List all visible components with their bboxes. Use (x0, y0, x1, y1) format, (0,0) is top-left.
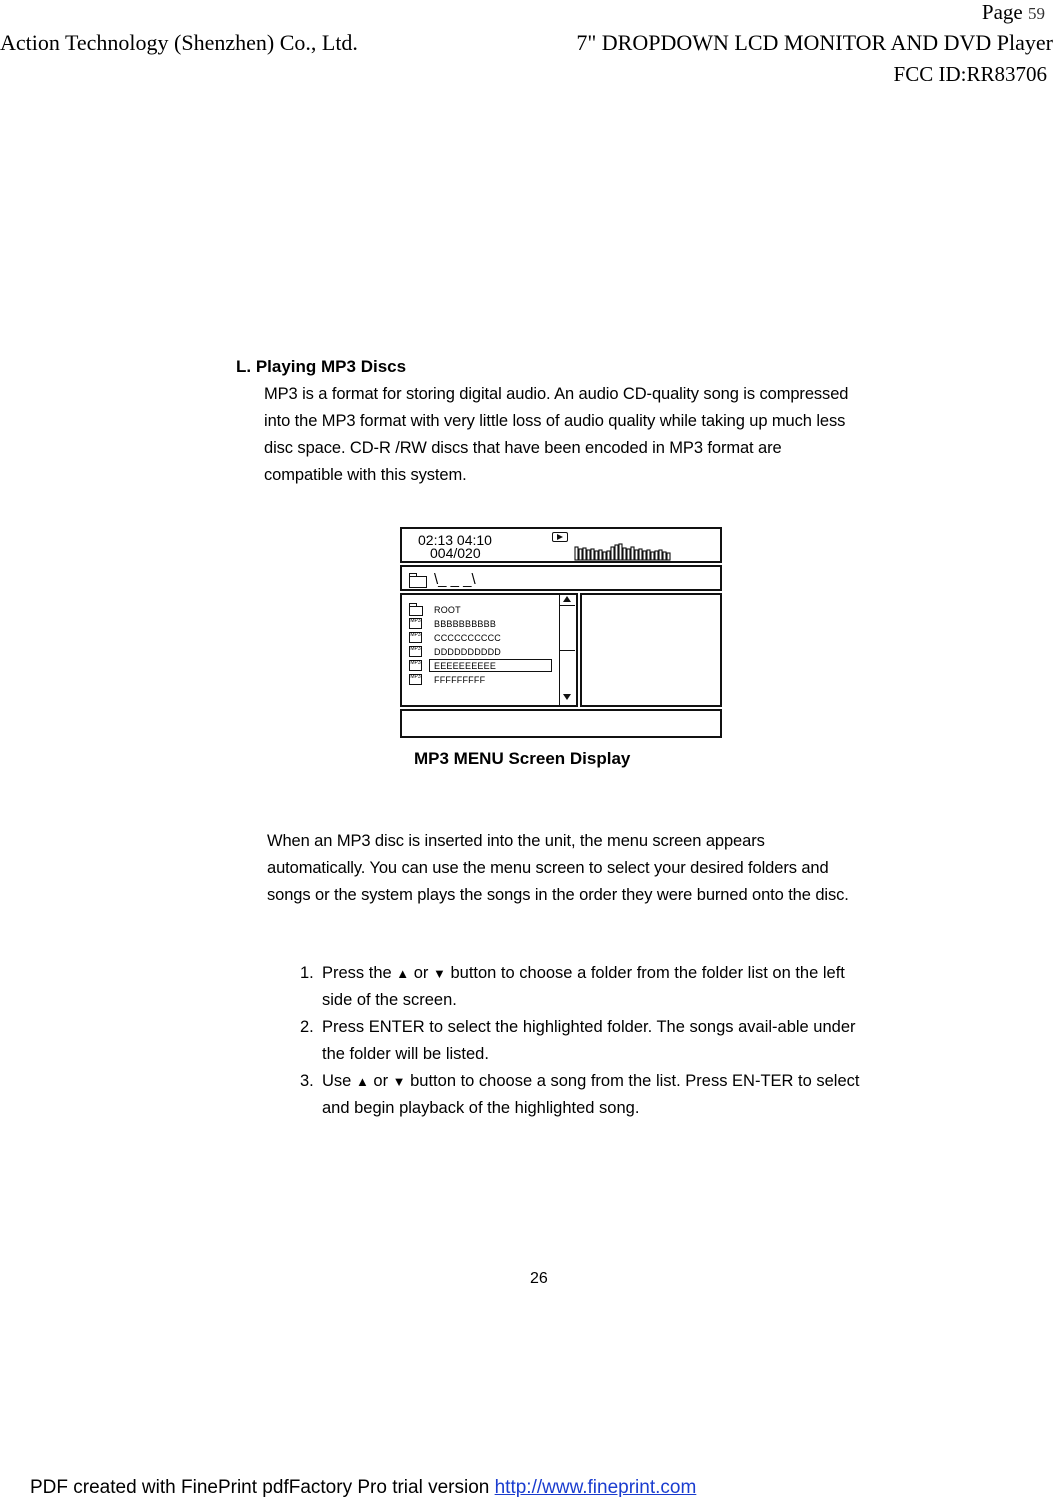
pdf-footer (30, 1477, 696, 1499)
play-icon (552, 532, 568, 542)
step-item (300, 1068, 860, 1122)
step-text: Use (322, 1072, 356, 1090)
track-counter: 004/020 (430, 545, 481, 561)
mp3-file-icon (409, 674, 422, 685)
down-arrow-icon: ▼ (433, 966, 446, 981)
up-arrow-icon: ▲ (396, 966, 410, 981)
mp3-icon-text: MP3 (410, 674, 421, 680)
footer-text: PDF created with FinePrint pdfFactory Pro trial version (30, 1477, 495, 1498)
list-item-label: CCCCCCCCCC (434, 633, 501, 643)
info-bar (400, 709, 722, 738)
scroll-down-icon[interactable] (563, 694, 571, 700)
list-item-label: ROOT (434, 605, 461, 615)
mp3-menu-diagram (400, 527, 723, 739)
step-number: 2. (300, 1018, 314, 1036)
mp3-icon-text: MP3 (410, 618, 421, 624)
list-item-label: EEEEEEEEEE (434, 661, 497, 671)
list-item-label: BBBBBBBBBB (434, 619, 497, 629)
step-item (300, 960, 860, 1014)
list-item-label: DDDDDDDDDD (434, 647, 501, 657)
step-text: button to choose a song from the list. Press EN-TER to select and begin playback of the highlighted song. (322, 1072, 860, 1117)
mp3-icon-text: MP3 (410, 632, 421, 638)
mp3-icon-text: MP3 (410, 646, 421, 652)
time-display: 02:13 04:10 (418, 532, 492, 548)
footer-link[interactable]: http://www.fineprint.com (494, 1477, 697, 1498)
mp3-file-icon (409, 618, 422, 629)
company-name: Action Technology (Shenzhen) Co., Ltd. (0, 30, 358, 55)
page-number: 59 (1028, 4, 1045, 23)
list-item[interactable] (408, 631, 558, 645)
list-item-label: FFFFFFFFF (434, 675, 486, 685)
manual-page-number: 26 (530, 1270, 548, 1287)
preview-pane (580, 593, 722, 707)
step-number: 3. (300, 1072, 314, 1090)
intro-paragraph: MP3 is a format for storing digital audio. An audio CD-quality song is compressed into the MP3 format with very little loss of audio quality while taking up much less disc space. CD-R /RW discs that have been encoded in MP3 format are compatible with this system. (264, 385, 849, 484)
scroll-up-icon[interactable] (563, 596, 571, 602)
step-text: Press the (322, 964, 397, 982)
spectrum-bars-icon (574, 541, 674, 561)
scrollbar[interactable] (559, 593, 576, 707)
list-item[interactable] (408, 603, 558, 617)
step-text: or (368, 1072, 393, 1090)
list-item[interactable] (408, 617, 558, 631)
fcc-id: FCC ID:RR83706 (893, 62, 1047, 86)
step-number: 1. (300, 964, 314, 982)
folder-icon (409, 606, 423, 616)
step-text: Press ENTER to select the highlighted folder. The songs avail-able under the folder will be listed. (322, 1018, 856, 1063)
list-item-selected[interactable] (408, 659, 558, 673)
body-paragraph: When an MP3 disc is inserted into the unit, the menu screen appears automatically. You can use the menu screen to select your desired folders and songs or the system plays the songs in the order they were burned onto the disc. (267, 832, 849, 904)
scroll-thumb[interactable] (560, 605, 575, 651)
down-arrow-icon: ▼ (392, 1074, 406, 1089)
list-item[interactable] (408, 673, 558, 687)
mp3-file-icon (409, 632, 422, 643)
mp3-file-icon (409, 646, 422, 657)
status-bar (400, 527, 722, 563)
step-text: or (409, 964, 434, 982)
step-text: button to choose a folder from the folder list on the left side of the screen. (322, 964, 845, 1009)
up-arrow-icon: ▲ (355, 1074, 369, 1089)
file-list[interactable] (400, 593, 578, 707)
mp3-icon-text: MP3 (410, 660, 421, 666)
path-bar (400, 565, 722, 591)
section-title: L. Playing MP3 Discs (236, 357, 407, 376)
product-title: 7" DROPDOWN LCD MONITOR AND DVD Player (576, 30, 1053, 55)
mp3-file-icon (409, 660, 422, 671)
diagram-caption: MP3 MENU Screen Display (414, 749, 631, 768)
current-path: \_ _ _\ (434, 571, 476, 588)
steps-list (300, 960, 860, 1122)
list-item[interactable] (408, 645, 558, 659)
step-item (300, 1014, 860, 1068)
page-label (982, 0, 1045, 25)
folder-icon (409, 576, 427, 588)
page-label-text: Page (981, 0, 1023, 24)
